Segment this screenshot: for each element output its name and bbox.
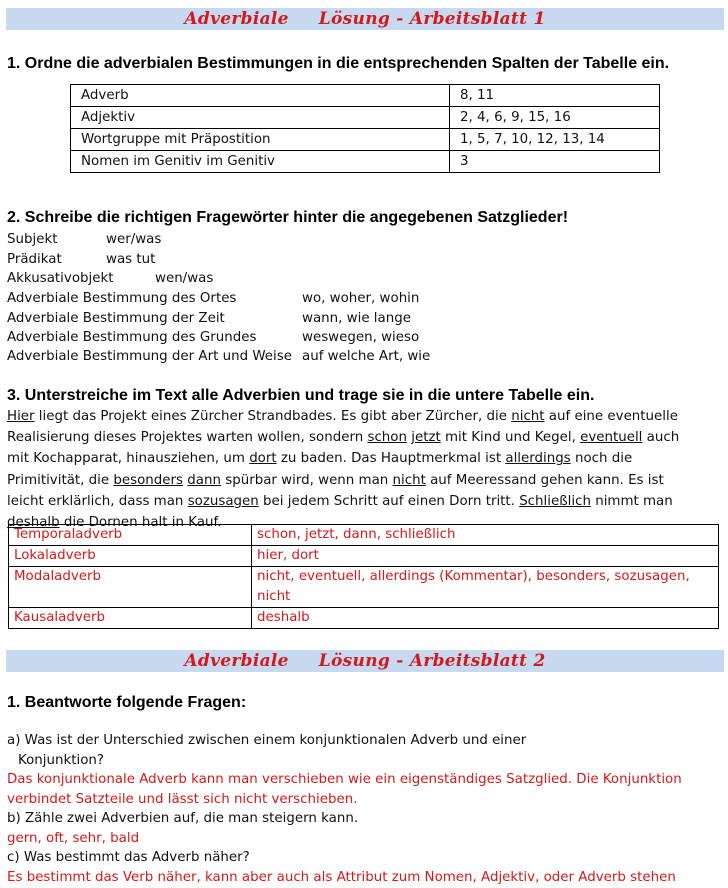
table-cell-value: 2, 4, 6, 9, 15, 16 (450, 107, 660, 129)
answer-text: Das konjunktionale Adverb kann man verschieben wie ein eigenständiges Satzglied. Die Konjunktion verbindet Satzteile und lässt sich nicht verschieben. (7, 772, 682, 807)
underlined-adverb: eventuell (580, 430, 643, 446)
underlined-adverb: deshalb (7, 515, 60, 531)
table-row (71, 129, 660, 151)
text-run: auch mit Kochapparat, hinausziehen, um (7, 430, 680, 467)
table-cell-label: Nomen im Genitiv im Genitiv (71, 151, 450, 173)
table-row (71, 107, 660, 129)
item-answer: weswegen, wieso (302, 330, 420, 345)
list-item (7, 252, 62, 267)
table-cell-value: schon, jetzt, dann, schließlich (252, 525, 719, 546)
question-b (7, 809, 707, 848)
item-answer: was tut (106, 252, 156, 267)
underlined-adverb: nicht (511, 409, 545, 424)
table-row (9, 546, 719, 567)
task-1-heading: 1. Ordne die adverbialen Bestimmungen in die entsprechenden Spalten der Tabelle ein. (7, 55, 670, 72)
banner-2-title: Lösung - Arbeitsblatt 2 (318, 651, 546, 671)
table-cell-value: 1, 5, 7, 10, 12, 13, 14 (450, 129, 660, 151)
table-cell-value: 8, 11 (450, 85, 660, 107)
text-run: noch die Primitivität, die (7, 451, 633, 488)
table-cell-label: Modaladverb (9, 567, 252, 608)
item-answer: wen/was (155, 271, 214, 286)
task-3-table (8, 524, 719, 629)
underlined-adverb: Schließlich (519, 493, 591, 509)
table-cell-value: nicht, eventuell, allerdings (Kommentar), besonders, sozusagen, nicht (252, 567, 719, 608)
text-run: zu baden. Das Hauptmerkmal ist (276, 451, 506, 467)
banner-1-title: Lösung - Arbeitsblatt 1 (318, 9, 546, 29)
item-label: Adverbiale Bestimmung der Zeit (7, 311, 225, 326)
task-4-heading: 1. Beantworte folgende Fragen: (7, 694, 247, 711)
underlined-adverb: dort (249, 451, 277, 467)
table-cell-label: Wortgruppe mit Präpostition (71, 129, 450, 151)
table-row (9, 567, 719, 608)
table-cell-label: Adjektiv (71, 107, 450, 129)
text-run: die Dornen halt in Kauf. (59, 515, 222, 531)
worksheet-banner-2 (6, 650, 724, 672)
text-run: auf eine eventuelle Realisierung dieses Projektes warten wollen, sondern (7, 409, 678, 446)
underlined-adverb: schon (367, 430, 407, 446)
table-cell-label: Lokaladverb (9, 546, 252, 567)
text-run: liegt das Projekt eines Zürcher Strandbades. Es gibt aber Zürcher, die (34, 409, 512, 424)
list-item (7, 271, 113, 286)
list-item (7, 349, 292, 364)
table-row (71, 151, 660, 173)
task-2-heading: 2. Schreibe die richtigen Fragewörter hinter die angegebenen Satzglieder! (7, 209, 569, 226)
question-a (7, 731, 707, 809)
underlined-adverb: Hier (7, 409, 35, 424)
answer-text: gern, oft, sehr, bald (7, 830, 140, 846)
underlined-adverb: dann (187, 472, 221, 488)
task-3-heading: 3. Unterstreiche im Text alle Adverbien und trage sie in die untere Tabelle ein. (7, 387, 595, 404)
question-text: c) Was bestimmt das Adverb näher? (7, 850, 250, 865)
text-run: bei jedem Schritt auf einen Dorn tritt. (258, 493, 520, 509)
item-label: Subjekt (7, 232, 58, 247)
task-1-table (70, 84, 660, 173)
banner-2-topic: Adverbiale (184, 651, 289, 671)
underlined-adverb: allerdings (505, 451, 571, 467)
table-cell-value: hier, dort (252, 546, 719, 567)
table-cell-label: Adverb (71, 85, 450, 107)
item-label: Prädikat (7, 252, 62, 267)
question-text-continued: Konjunktion? (18, 752, 104, 768)
table-cell-value: 3 (450, 151, 660, 173)
item-label: Akkusativobjekt (7, 271, 114, 286)
text-run: mit Kind und Kegel, (440, 430, 581, 446)
item-label: Adverbiale Bestimmung des Ortes (7, 291, 237, 306)
table-row (9, 525, 719, 546)
table-row (71, 85, 660, 107)
item-label: Adverbiale Bestimmung des Grundes (7, 330, 257, 345)
table-row (9, 608, 719, 629)
answer-text: Es bestimmt das Verb näher, kann aber auch als Attribut zum Nomen, Adjektiv, oder Adverb stehen (7, 869, 676, 885)
underlined-adverb: besonders (113, 472, 184, 488)
question-text: b) Zähle zwei Adverbien auf, die man steigern kann. (7, 811, 359, 826)
list-item (7, 291, 236, 306)
question-c (7, 848, 707, 887)
list-item (7, 330, 256, 345)
item-answer: wer/was (106, 232, 162, 247)
question-text: a) Was ist der Unterschied zwischen einem konjunktionalen Adverb und einer (7, 733, 527, 748)
table-cell-label: Kausaladverb (9, 608, 252, 629)
text-run: auf Meeressand gehen kann. Es ist leicht erklärlich, dass man (7, 472, 664, 509)
list-item (7, 311, 225, 326)
text-run: nimmt man (590, 493, 673, 509)
task-3-text (7, 406, 703, 533)
item-label: Adverbiale Bestimmung der Art und Weise (7, 349, 292, 364)
text-run: spürbar wird, wenn man (220, 472, 393, 488)
list-item (7, 232, 57, 247)
table-cell-value: deshalb (252, 608, 719, 629)
banner-1-topic: Adverbiale (184, 9, 289, 29)
item-answer: auf welche Art, wie (302, 349, 431, 364)
underlined-adverb: sozusagen (187, 493, 259, 509)
worksheet-banner-1 (6, 8, 724, 30)
item-answer: wann, wie lange (302, 311, 411, 326)
underlined-adverb: jetzt (411, 430, 441, 446)
item-answer: wo, woher, wohin (302, 291, 420, 306)
table-cell-label: Temporaladverb (9, 525, 252, 546)
underlined-adverb: nicht (392, 472, 426, 488)
